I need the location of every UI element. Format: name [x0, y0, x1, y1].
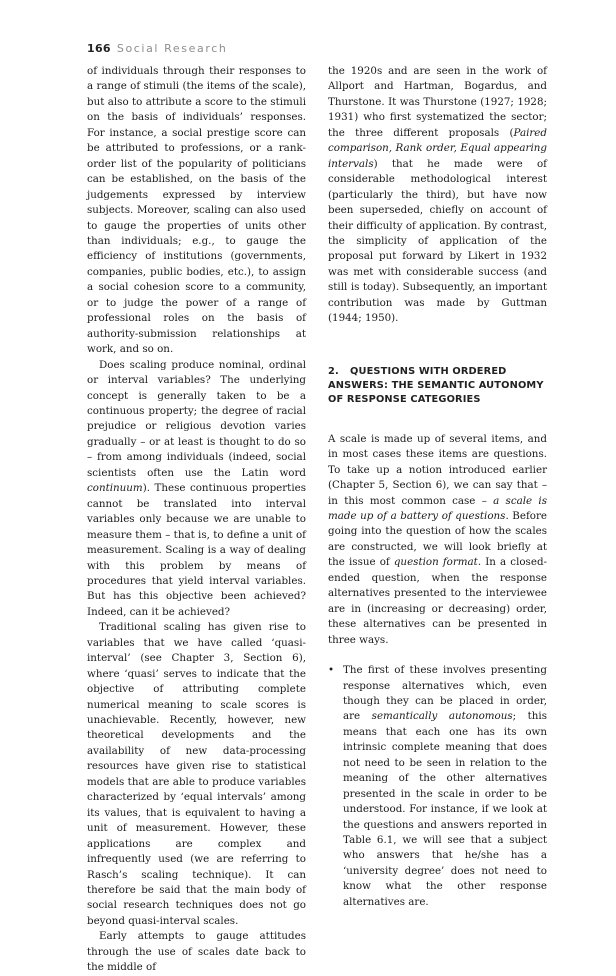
bullet-list — [328, 663, 547, 910]
running-title: Social Research — [116, 42, 228, 55]
paragraph: A scale is made up of several items, and in most cases these items are questions. To take up a notion introduced earlier (Chapter 5, Section 6), we can say that – in this most common case – a scale is made up of a battery of questions. Before going into the question of how the scales are constructed, we will look briefly at the issue of question format. In a closed-ended question, when the response alternatives presented to the interviewee are in (increasing or decreasing) order, these alternatives can be presented in three ways. — [328, 432, 548, 646]
paragraph: Traditional scaling has given rise to variables that we have called ‘quasi-interval’ (see Chapter 3, Section 6), where ‘quasi’ serves to indicate that the objective of attributing complete numerical meaning to scale scores is unachievable. Recently, however, new theoretical developments and the availability of new data-processing resources have given rise to statistical models that are able to produce variables characterized by ‘equal intervals’ among its values, that is equivalent to having a unit of measurement. However, these applications are complex and infrequently used (we are referring to Rasch’s scaling technique). It can therefore be said that the main body of social research techniques does not go beyond quasi-interval scales. — [87, 621, 306, 927]
emphasis: question format — [393, 556, 478, 569]
right-column — [328, 64, 547, 910]
paragraph: Early attempts to gauge attitudes through the use of scales date back to the middle of — [87, 930, 306, 974]
paragraph: Does scaling produce nominal, ordinal or interval variables? The underlying concept is generally taken to be a continuous property; the degree of racial prejudice or religious devotion varies gradually – or at least is thought to do so – from among individuals (indeed, social scientists often use the Latin word continuum). These continuous properties cannot be translated into interval variables only because we are unable to measure them – that is, to define a unit of measurement. Scaling is a way of dealing with this problem by means of procedures that yield interval variables. But has this objective been achieved? Indeed, can it be achieved? — [87, 358, 306, 618]
emphasis: Paired comparison, Rank order, Equal appearing intervals — [328, 126, 547, 170]
emphasis: a scale is made up of a battery of questions — [328, 494, 547, 522]
list-item: • The first of these involves presenting response alternatives which, even though they can be placed in order, are semantically autonomous; this means that each one has its own intrinsic complete meaning that does not need to be seen in relation to the meaning of the other alternatives presented in the scale in order to be understood. For instance, if we look at the questions and answers reported in Table 6.1, we will see that a subject who answers that he/she has a ‘university degree’ does not need to know what the other response alternatives are. — [328, 663, 547, 910]
section-heading — [328, 365, 547, 407]
left-column — [87, 64, 306, 976]
section-number: 2. — [328, 365, 339, 377]
emphasis: semantically autonomous — [371, 710, 513, 723]
running-header — [87, 42, 227, 55]
page-number: 166 — [87, 42, 111, 55]
section-title: QUESTIONS WITH ORDERED ANSWERS: THE SEMANTIC AUTONOMY OF RESPONSE CATEGORIES — [328, 365, 544, 405]
emphasis: continuum — [87, 482, 143, 495]
paragraph: of individuals through their responses to a range of stimuli (the items of the scale), but also to attribute a score to the stimuli on the basis of individuals’ responses. For instance, a social prestige score can be attributed to professions, or a rank-order list of the popularity of politicians can be established, on the basis of the judgements expressed by interview subjects. Moreover, scaling can also used to gauge the properties of units other than individuals; e.g., to gauge the efficiency of institutions (governments, companies, public bodies, etc.), to assign a social cohesion score to a community, or to judge the power of a range of professional roles on the basis of authority-submission relationships at work, and so on. — [87, 65, 306, 356]
paragraph: the 1920s and are seen in the work of Allport and Hartman, Bogardus, and Thurstone. It was Thurstone (1927; 1928; 1931) who first systematized the sector; the three different proposals (Paired comparison, Rank order, Equal appearing intervals) that he made were of considerable methodological interest (particularly the third), but have now been superseded, chiefly on account of their difficulty of application. By contrast, the simplicity of application of the proposal put forward by Likert in 1932 was met with considerable success (and still is today). Subsequently, an important contribution was made by Guttman (1944; 1950). — [328, 65, 547, 325]
